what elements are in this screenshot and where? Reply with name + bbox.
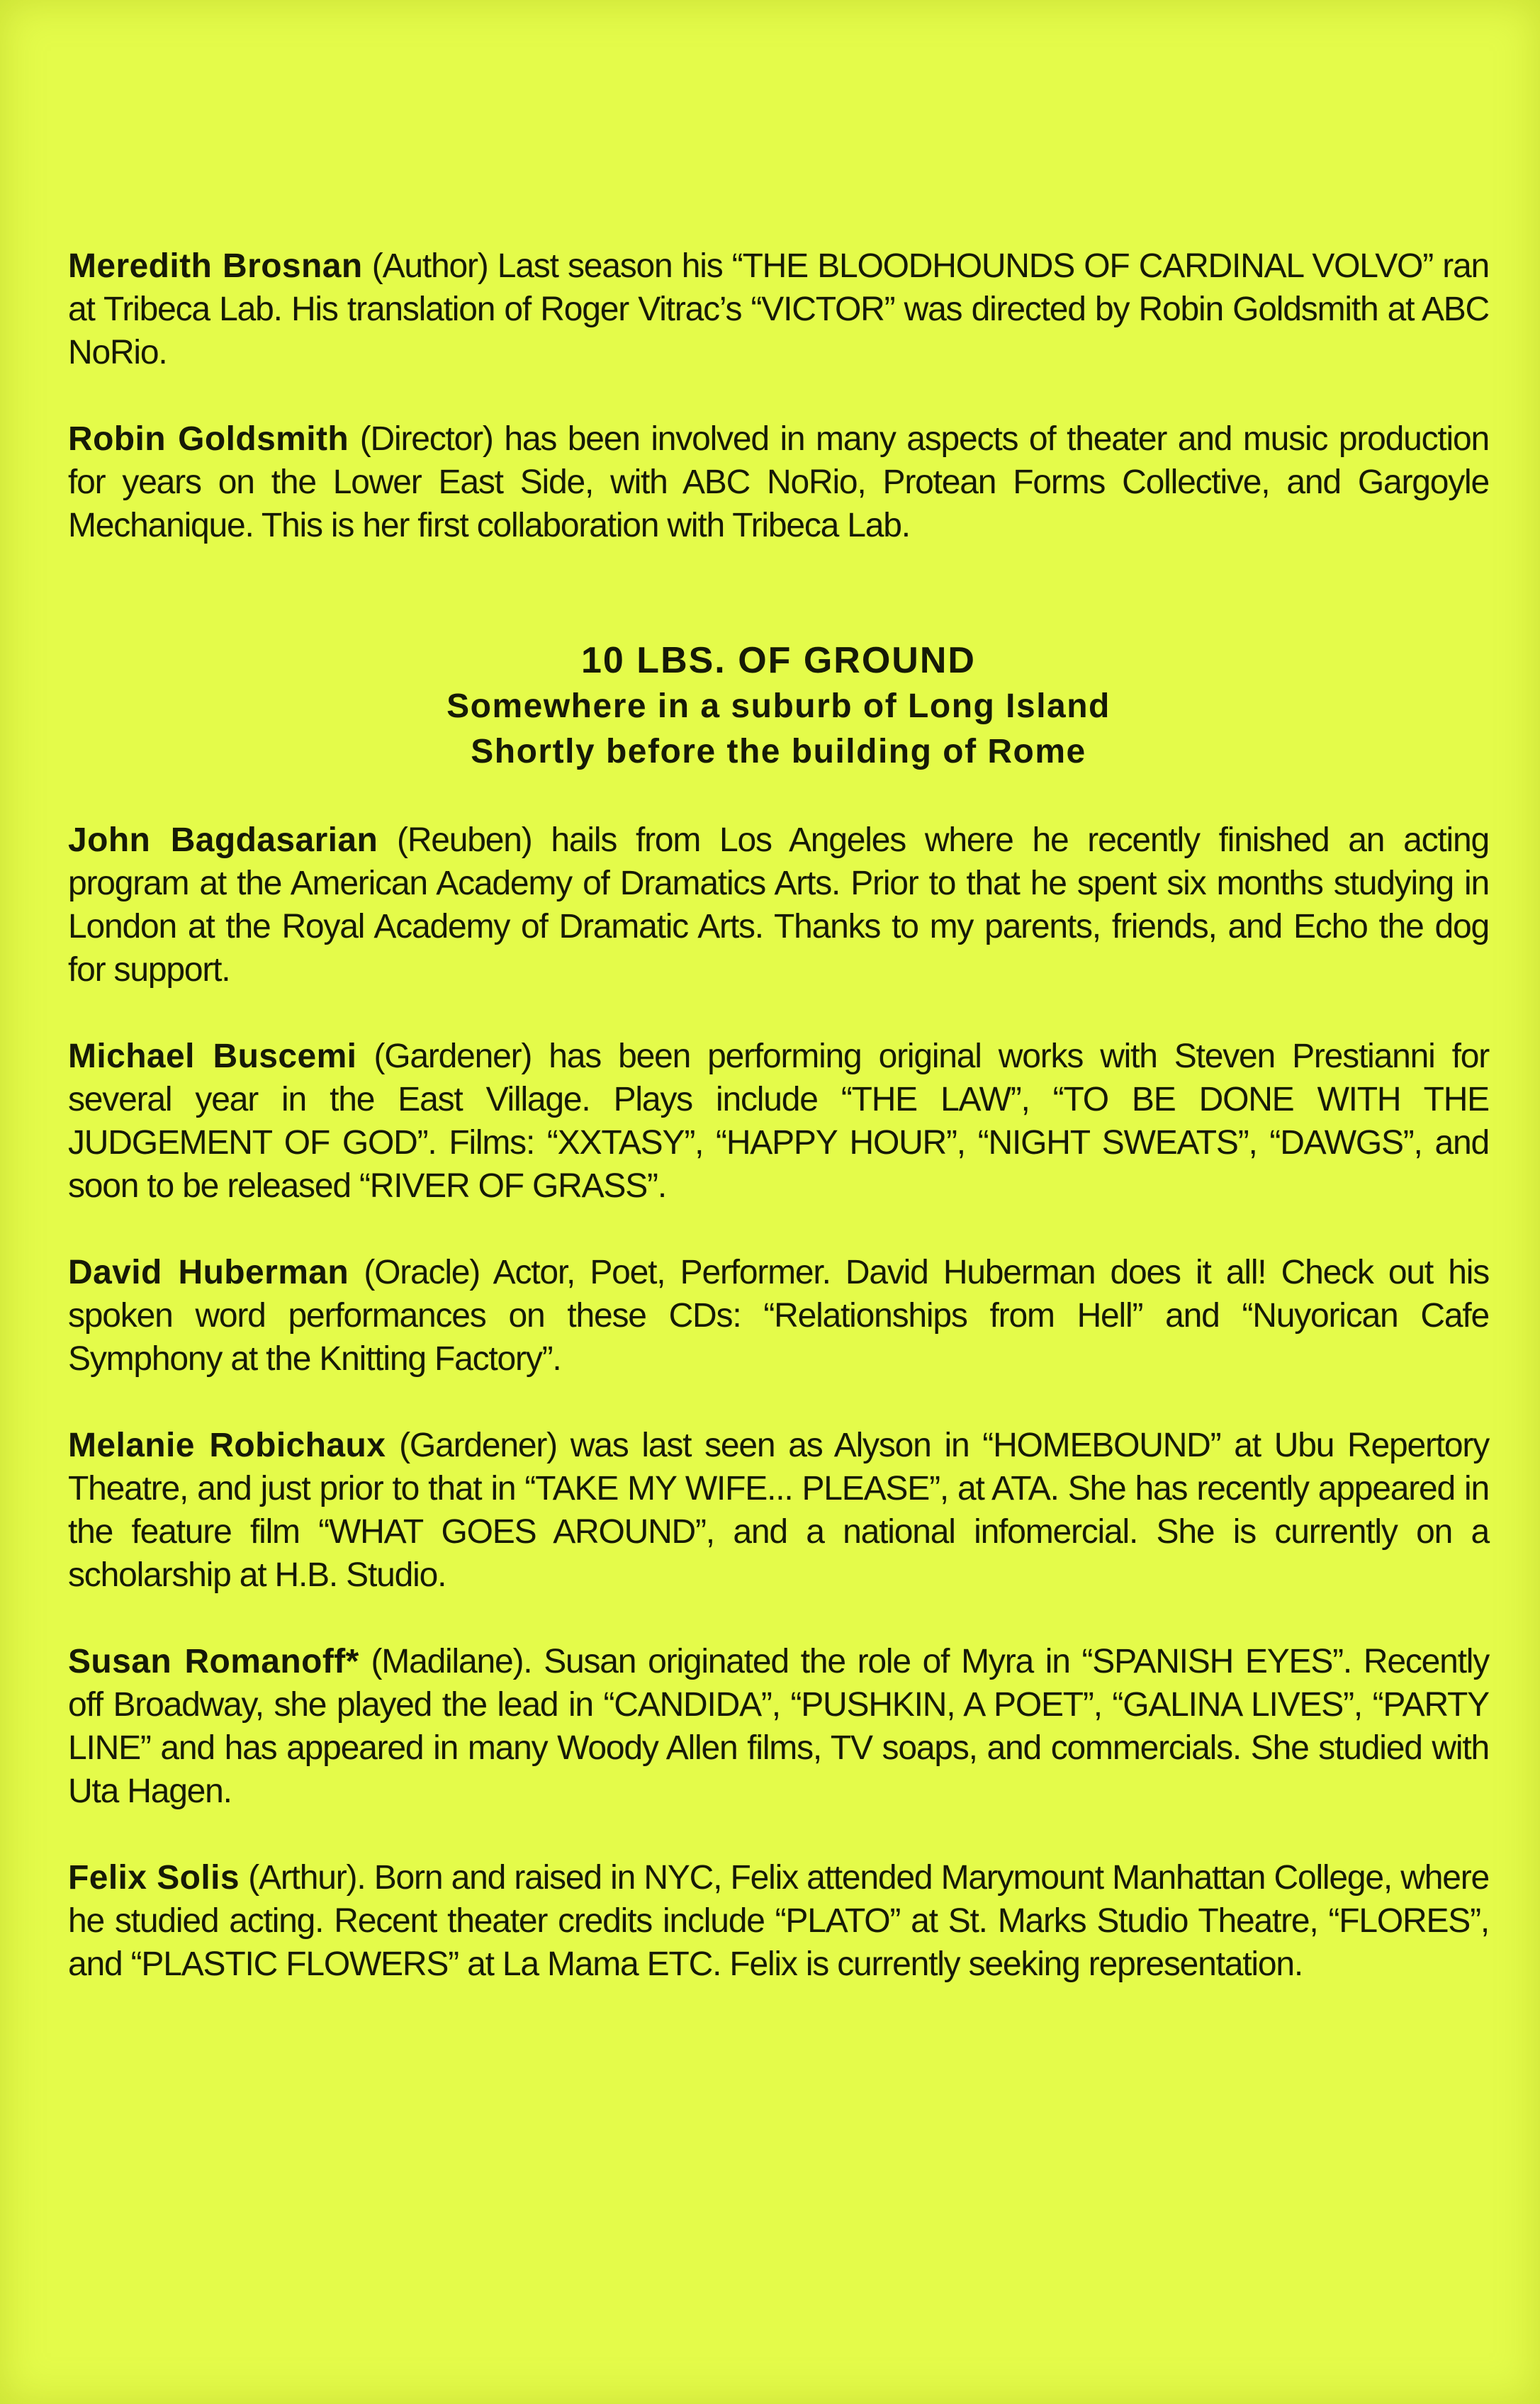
- bio-robin-goldsmith: [68, 417, 1489, 547]
- page-content: [68, 245, 1489, 1986]
- bio-name: David Huberman: [68, 1254, 349, 1291]
- bio-michael-buscemi: [68, 1035, 1489, 1208]
- bio-text: (Reuben) hails from Los Angeles where he recently finished an acting program at the American Academy of Dramatics Arts. Prior to that he spent six months studying in London at the Royal Academy of Dramatic Arts. Thanks to my parents, friends, and Echo the dog for support.: [68, 821, 1489, 989]
- bio-text: (Madilane). Susan originated the role of Myra in “SPANISH EYES”. Recently off Broadway, she played the lead in “CANDIDA”, “PUSHKIN, A POET”, “GALINA LIVES”, “PARTY LINE” and has appeared in many Woody Allen films, TV soaps, and commercials. She studied with Uta Hagen.: [68, 1643, 1490, 1810]
- bio-text: (Gardener) was last seen as Alyson in “HOMEBOUND” at Ubu Repertory Theatre, and just prior to that in “TAKE MY WIFE... PLEASE”, at ATA. She has recently appeared in the feature film “WHAT GOES AROUND”, and a national infomercial. She is currently on a scholarship at H.B. Studio.: [68, 1427, 1489, 1594]
- bio-david-huberman: [68, 1251, 1489, 1381]
- bio-name: Robin Goldsmith: [68, 420, 349, 458]
- bio-text: (Gardener) has been performing original works with Steven Prestianni for several year in the East Village. Plays include “THE LAW”, “TO BE DONE WITH THE JUDGEMENT OF GOD”. Films: “XXTASY”, “HAPPY HOUR”, “NIGHT SWEATS”, “DAWGS”, and soon to be released “RIVER OF GRASS”.: [68, 1038, 1489, 1205]
- bio-text: (Arthur). Born and raised in NYC, Felix attended Marymount Manhattan College, where he studied acting. Recent theater credits include “PLATO” at St. Marks Studio Theatre, “FLORES”, and “PLASTIC FLOWERS” at La Mama ETC. Felix is currently seeking representation.: [68, 1859, 1489, 1983]
- bio-felix-solis: [68, 1856, 1489, 1986]
- bio-text: (Director) has been involved in many aspects of theater and music production for years on the Lower East Side, with ABC NoRio, Protean Forms Collective, and Gargoyle Mechanique. This is her first collaboration with Tribeca Lab.: [68, 420, 1489, 544]
- play-setting-line-2: Shortly before the building of Rome: [471, 733, 1086, 770]
- bio-meredith-brosnan: [68, 245, 1489, 374]
- bio-name: Meredith Brosnan: [68, 247, 363, 285]
- bio-text: (Oracle) Actor, Poet, Performer. David Huberman does it all! Check out his spoken word performances on these CDs: “Relationships from Hell” and “Nuyorican Cafe Symphony at the Knitting Factory”.: [68, 1254, 1489, 1378]
- play-setting-line-1: Somewhere in a suburb of Long Island: [446, 687, 1111, 725]
- bio-name: John Bagdasarian: [68, 821, 378, 859]
- bio-name: Michael Buscemi: [68, 1038, 357, 1075]
- bio-name: Susan Romanoff*: [68, 1643, 359, 1680]
- play-heading: [68, 637, 1489, 775]
- bio-melanie-robichaux: [68, 1424, 1489, 1597]
- play-title: 10 LBS. OF GROUND: [581, 640, 976, 681]
- bio-name: Felix Solis: [68, 1859, 240, 1897]
- bio-susan-romanoff: [68, 1640, 1489, 1813]
- bio-text: (Author) Last season his “THE BLOODHOUNDS OF CARDINAL VOLVO” ran at Tribeca Lab. His translation of Roger Vitrac’s “VICTOR” was directed by Robin Goldsmith at ABC NoRio.: [68, 247, 1489, 371]
- bio-john-bagdasarian: [68, 819, 1489, 992]
- bio-name: Melanie Robichaux: [68, 1427, 386, 1464]
